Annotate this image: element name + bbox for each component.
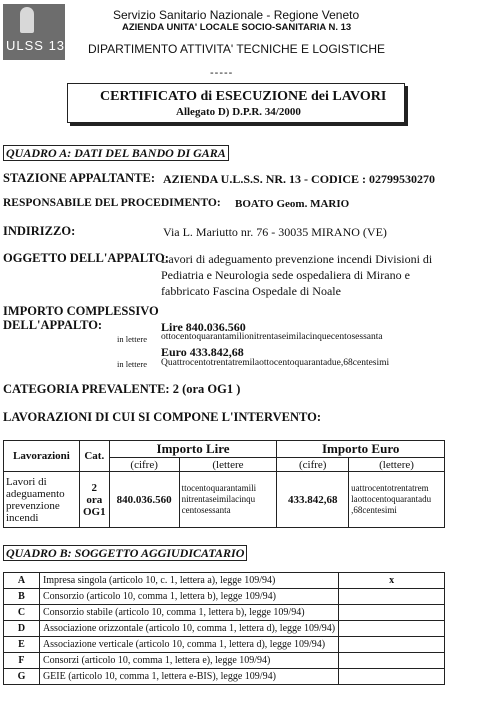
- row-description: Impresa singola (articolo 10, c. 1, lettera a), legge 109/94): [39, 573, 338, 589]
- table-row: [4, 669, 445, 685]
- row-mark: [339, 621, 445, 637]
- table-row: [4, 589, 445, 605]
- cell-euro-cifre: 433.842,68: [277, 472, 349, 528]
- header-dashes: -----: [210, 67, 234, 79]
- table-row: [4, 573, 445, 589]
- cell-cat: [79, 472, 109, 528]
- lavorazioni-title: LAVORAZIONI DI CUI SI COMPONE L'INTERVENTO:: [3, 410, 321, 424]
- oggetto-line-2: Pediatria e Neurologia sede ospedaliera di Mirano e: [161, 268, 410, 282]
- certificate-subtitle: Allegato D) D.P.R. 34/2000: [176, 106, 301, 118]
- euro-words: Quattrocentotrentatremilaottocentoquarantadue,68centesimi: [161, 358, 390, 368]
- cell-lire-cifre: 840.036.560: [109, 472, 179, 528]
- lavorazioni-line: prevenzione: [6, 499, 60, 512]
- oggetto-label: OGGETTO DELL'APPALTO:: [3, 251, 169, 265]
- row-mark: [339, 605, 445, 621]
- row-description: Associazione verticale (articolo 10, comma 1, lettera d), legge 109/94): [39, 637, 338, 653]
- stazione-label: STAZIONE APPALTANTE:: [3, 171, 156, 185]
- euro-lettere-line: ,68centesimi: [351, 505, 397, 515]
- row-letter: D: [4, 621, 40, 637]
- row-letter: C: [4, 605, 40, 621]
- euro-value: Euro 433.842,68: [161, 345, 244, 359]
- indirizzo-label: INDIRIZZO:: [3, 224, 76, 238]
- lire-lettere-line: ttocentoquarantamili: [181, 483, 257, 493]
- row-mark: x: [339, 573, 445, 589]
- cell-lire-lettere: [179, 472, 277, 528]
- oggetto-value: [161, 251, 491, 299]
- sub-cifre-lire: (cifre): [109, 458, 179, 472]
- quadro-b-heading: QUADRO B: SOGGETTO AGGIUDICATARIO: [3, 545, 247, 561]
- header-line-2: AZIENDA UNITA' LOCALE SOCIO-SANITARIA N. 13: [122, 22, 352, 33]
- euro-lettere-line: laottocentoquarantadu: [351, 494, 432, 504]
- row-mark: [339, 589, 445, 605]
- row-description: Consorzi (articolo 10, comma 1, lettera e), legge 109/94): [39, 653, 338, 669]
- header-department: DIPARTIMENTO ATTIVITA' TECNICHE E LOGISTICHE: [88, 42, 385, 56]
- sub-lettere-lire: (lettere: [179, 458, 277, 472]
- sub-cifre-euro: (cifre): [277, 458, 349, 472]
- row-letter: B: [4, 589, 40, 605]
- responsabile-value: BOATO Geom. MARIO: [235, 198, 350, 210]
- lire-lettere-line: nitrentaseimilacinqu: [181, 494, 256, 504]
- table-row: [4, 637, 445, 653]
- table-row: [4, 621, 445, 637]
- row-letter: E: [4, 637, 40, 653]
- lire-words: ottocentoquarantamilionitrentaseimilacinquecentosessanta: [161, 332, 383, 342]
- stazione-value: AZIENDA U.L.S.S. NR. 13 - CODICE : 02799530270: [163, 172, 436, 186]
- cell-euro-lettere: [349, 472, 445, 528]
- lavorazioni-table: [3, 440, 445, 528]
- head-lavorazioni: Lavorazioni: [4, 441, 80, 472]
- euro-lettere-line: uattrocentotrentatrem: [351, 483, 429, 493]
- row-letter: G: [4, 669, 40, 685]
- row-mark: [339, 669, 445, 685]
- responsabile-label: RESPONSABILE DEL PROCEDIMENTO:: [3, 197, 221, 209]
- oggetto-line-3: fabbricato Fascina Ospedale di Noale: [161, 284, 341, 298]
- soggetto-table: [3, 572, 445, 685]
- row-description: GEIE (articolo 10, comma 1, lettera e-BIS), legge 109/94): [39, 669, 338, 685]
- table-row: [4, 653, 445, 669]
- importo-label-line-1: IMPORTO COMPLESSIVO: [3, 304, 159, 318]
- row-letter: A: [4, 573, 40, 589]
- cell-lavorazioni: [4, 472, 80, 528]
- cat-line: ora: [86, 493, 103, 506]
- cat-line: OG1: [82, 505, 106, 518]
- row-mark: [339, 653, 445, 669]
- lire-value: Lire 840.036.560: [161, 320, 246, 334]
- table-row: [4, 605, 445, 621]
- certificate-title: CERTIFICATO di ESECUZIONE dei LAVORI: [100, 89, 387, 104]
- indirizzo-value: Via L. Mariutto nr. 76 - 30035 MIRANO (VE): [163, 225, 387, 239]
- head-importo-lire: Importo Lire: [109, 441, 277, 458]
- logo-text: ULSS 13: [6, 38, 66, 53]
- lire-lettere-line: centosessanta: [181, 505, 231, 515]
- oggetto-line-1: Lavori di adeguamento prevenzione incendi Divisioni di: [161, 252, 433, 266]
- cat-line: 2: [91, 481, 98, 494]
- table-row: [4, 472, 445, 528]
- logo-figure-icon: [20, 7, 34, 33]
- in-lettere-label-2: in lettere: [117, 359, 147, 369]
- row-description: Consorzio (articolo 10, comma 1, lettera b), legge 109/94): [39, 589, 338, 605]
- row-mark: [339, 637, 445, 653]
- header-line-1: Servizio Sanitario Nazionale - Regione Veneto: [113, 8, 360, 22]
- categoria-prevalente: CATEGORIA PREVALENTE: 2 (ora OG1 ): [3, 382, 241, 396]
- lavorazioni-line: incendi: [6, 511, 39, 524]
- in-lettere-label-1: in lettere: [117, 334, 147, 344]
- row-letter: F: [4, 653, 40, 669]
- head-importo-euro: Importo Euro: [277, 441, 445, 458]
- sub-lettere-euro: (lettere): [349, 458, 445, 472]
- head-cat: Cat.: [79, 441, 109, 472]
- quadro-a-heading: QUADRO A: DATI DEL BANDO DI GARA: [3, 145, 229, 161]
- importo-label-line-2: DELL'APPALTO:: [3, 318, 103, 332]
- row-description: Associazione orizzontale (articolo 10, comma 1, lettera d), legge 109/94): [39, 621, 338, 637]
- row-description: Consorzio stabile (articolo 10, comma 1, lettera b), legge 109/94): [39, 605, 338, 621]
- lavorazioni-line: Lavori di: [6, 475, 47, 488]
- lavorazioni-line: adeguamento: [6, 487, 65, 500]
